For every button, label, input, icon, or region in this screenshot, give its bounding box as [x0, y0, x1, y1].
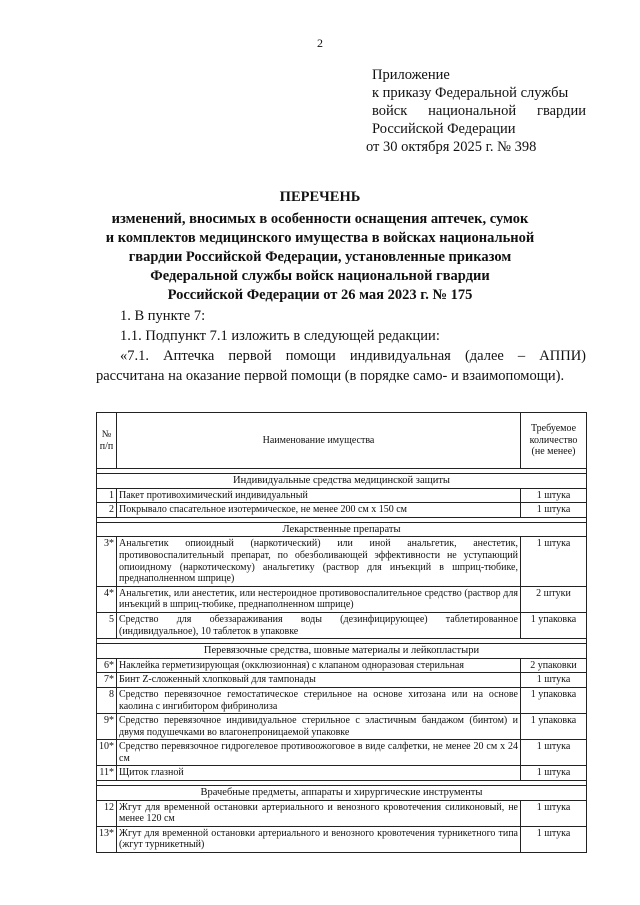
row-number: 4* — [97, 586, 117, 612]
appendix-line: к приказу Федеральной службы — [372, 85, 569, 101]
appendix-date: от 30 октября 2025 г. № 398 — [366, 139, 537, 155]
row-number: 11* — [97, 766, 117, 781]
item-quantity: 1 штука — [521, 766, 587, 781]
item-quantity: 1 упаковка — [521, 714, 587, 740]
item-name: Средство перевязочное гемостатическое стерильное на основе хитозана или на основе каолина с ингибитором фибринолиза — [117, 687, 521, 713]
item-quantity: 1 упаковка — [521, 612, 587, 638]
row-number: 1 — [97, 488, 117, 503]
item-name: Щиток глазной — [117, 766, 521, 781]
appendix-line: войск национальной гвардии — [372, 103, 586, 119]
item-name: Средство для обеззараживания воды (дезинфицирующее) таблетированное (индивидуальное), 10 таблеток в упаковке — [117, 612, 521, 638]
item-quantity: 1 штука — [521, 826, 587, 852]
title-line: и комплектов медицинского имущества в войсках национальной — [105, 230, 535, 246]
table-row — [97, 673, 587, 688]
table-header-row — [97, 413, 587, 469]
item-name: Бинт Z-сложенный хлопковый для тампонады — [117, 673, 521, 688]
item-name: Наклейка герметизирующая (окклюзионная) с клапаном одноразовая стерильная — [117, 658, 521, 673]
table-row — [97, 586, 587, 612]
table-row — [97, 488, 587, 503]
item-name: Средство перевязочное индивидуальное стерильное с эластичным бандажом (бинтом) и двумя подушечками во влагонепроницаемой упаковке — [117, 714, 521, 740]
item-quantity: 2 упаковки — [521, 658, 587, 673]
row-number: 2 — [97, 503, 117, 518]
table-row — [97, 740, 587, 766]
item-name: Средство перевязочное гидрогелевое противоожоговое в виде салфетки, не менее 20 см х 24 см — [117, 740, 521, 766]
title-line: изменений, вносимых в особенности оснащения аптечек, сумок — [111, 211, 529, 227]
item-name: Пакет противохимический индивидуальный — [117, 488, 521, 503]
section-title: Врачебные предметы, аппараты и хирургические инструменты — [97, 786, 587, 801]
row-number: 12 — [97, 800, 117, 826]
item-quantity: 1 упаковка — [521, 687, 587, 713]
item-quantity: 1 штука — [521, 800, 587, 826]
table-row — [97, 714, 587, 740]
intro-paragraph: «7.1. Аптечка первой помощи индивидуальная (далее – АППИ) — [120, 348, 586, 364]
item-name: Анальгетик опиоидный (наркотический) или иной анальгетик, анестетик, противовоспалительный препарат, по обезболивающей эффективности не уступающий опиоидному (наркотическому) анальгетику (раствор для инъекций в шприц-тюбике, преднаполненном шприце) — [117, 537, 521, 586]
table-row — [97, 766, 587, 781]
section-row — [97, 474, 587, 489]
section-row — [97, 786, 587, 801]
section-row — [97, 522, 587, 537]
page-number: 2 — [317, 36, 323, 50]
item-quantity: 1 штука — [521, 673, 587, 688]
title-line: Российской Федерации от 26 мая 2023 г. № 175 — [167, 287, 473, 303]
table-body — [97, 469, 587, 853]
intro-paragraph: 1. В пункте 7: — [120, 308, 206, 324]
intro-text — [96, 306, 586, 386]
item-quantity: 2 штуки — [521, 586, 587, 612]
item-name: Жгут для временной остановки артериального и венозного кровотечения турникетного типа (жгут турникетный) — [117, 826, 521, 852]
title-main: ПЕРЕЧЕНЬ — [279, 189, 361, 205]
row-number: 13* — [97, 826, 117, 852]
header-num: № п/п — [97, 413, 117, 469]
row-number: 10* — [97, 740, 117, 766]
section-title: Индивидуальные средства медицинской защиты — [97, 474, 587, 489]
table-row — [97, 800, 587, 826]
appendix-line: Приложение — [372, 67, 450, 83]
table-row — [97, 612, 587, 638]
header-name: Наименование имущества — [117, 413, 521, 469]
row-number: 9* — [97, 714, 117, 740]
row-number: 8 — [97, 687, 117, 713]
appendix-line: Российской Федерации — [372, 121, 516, 137]
item-quantity: 1 штука — [521, 503, 587, 518]
table-row — [97, 826, 587, 852]
item-name: Покрывало спасательное изотермическое, не менее 200 см х 150 см — [117, 503, 521, 518]
title-line: гвардии Российской Федерации, установленные приказом — [128, 249, 512, 265]
item-name: Жгут для временной остановки артериального и венозного кровотечения силиконовый, не менее 120 см — [117, 800, 521, 826]
table-row — [97, 687, 587, 713]
item-quantity: 1 штука — [521, 537, 587, 586]
row-number: 6* — [97, 658, 117, 673]
intro-paragraph: рассчитана на оказание первой помощи (в порядке само- и взаимопомощи). — [96, 368, 565, 384]
table-row — [97, 658, 587, 673]
section-row — [97, 644, 587, 659]
document-title — [60, 188, 580, 305]
header-qty: Требуемое количество (не менее) — [521, 413, 587, 469]
section-title: Перевязочные средства, шовные материалы и лейкопластыри — [97, 644, 587, 659]
item-quantity: 1 штука — [521, 740, 587, 766]
table-row — [97, 537, 587, 586]
section-title: Лекарственные препараты — [97, 522, 587, 537]
row-number: 5 — [97, 612, 117, 638]
row-number: 3* — [97, 537, 117, 586]
item-quantity: 1 штука — [521, 488, 587, 503]
item-name: Анальгетик, или анестетик, или нестероидное противовоспалительное средство (раствор для инъекций в шприц-тюбике, преднаполненном шприце) — [117, 586, 521, 612]
title-line: Федеральной службы войск национальной гвардии — [150, 268, 490, 284]
row-number: 7* — [97, 673, 117, 688]
appendix-block — [366, 66, 586, 156]
equipment-table — [96, 412, 587, 853]
intro-paragraph: 1.1. Подпункт 7.1 изложить в следующей редакции: — [120, 328, 440, 344]
table-row — [97, 503, 587, 518]
